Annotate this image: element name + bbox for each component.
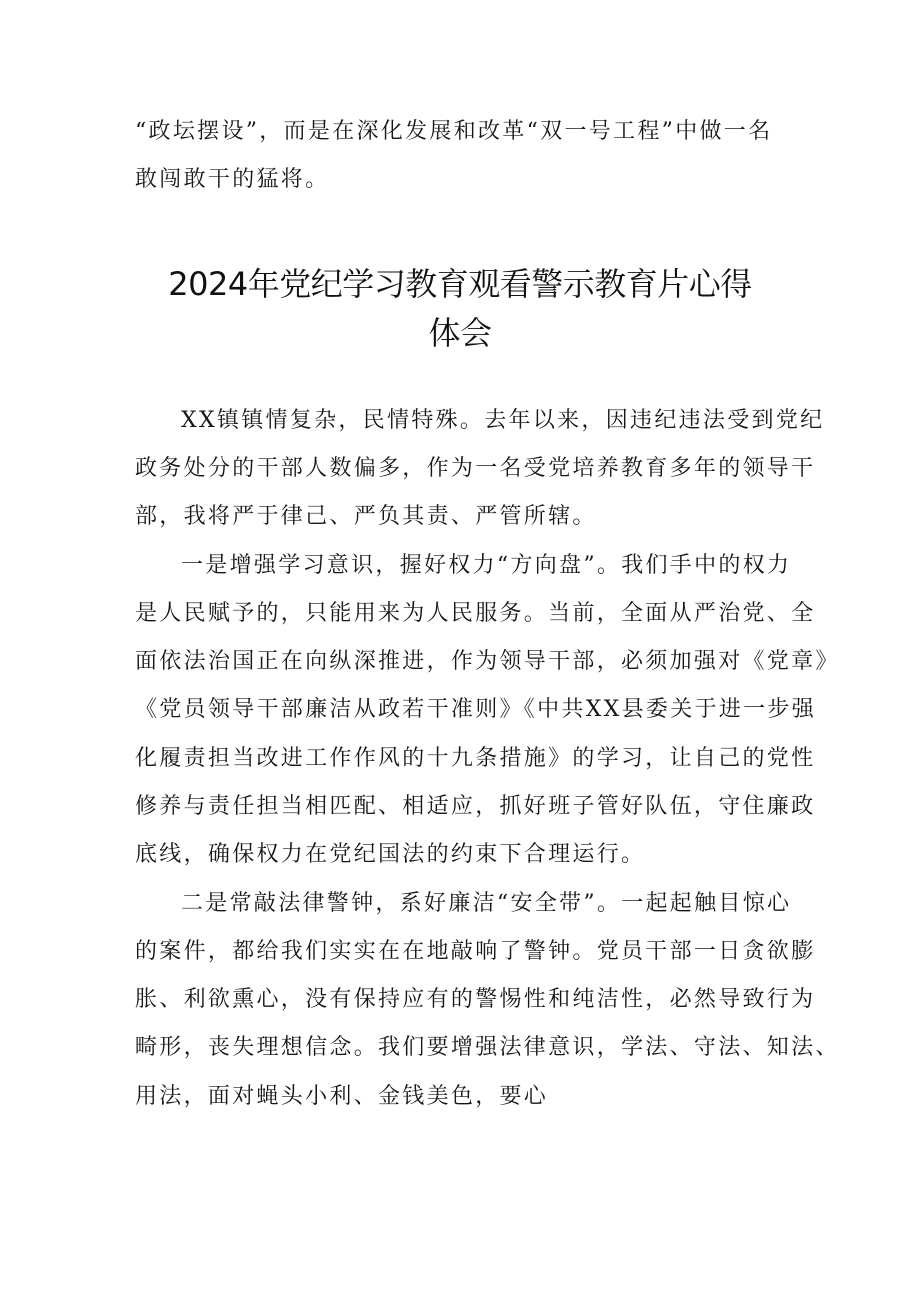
paragraph-line: 底线，确保权力在党纪国法的约束下合理运行。 bbox=[135, 842, 646, 867]
paragraph-line: 政务处分的干部人数偏多，作为一名受党培养教育多年的领导干 bbox=[135, 456, 816, 481]
document-title: 体会 bbox=[428, 314, 492, 352]
paragraph-line: 化履责担当改进工作作风的十九条措施》的学习，让自己的党性 bbox=[135, 746, 816, 771]
continuation-line: 敢闯敢干的猛将。 bbox=[135, 167, 330, 192]
paragraph-line: 畸形，丧失理想信念。我们要增强法律意识，学法、守法、知法、 bbox=[135, 1035, 840, 1060]
paragraph-line: 二是常敲法律警钟，系好廉洁“安全带”。一起起触目惊心 bbox=[181, 891, 792, 916]
paragraph-line: 胀、利欲熏心，没有保持应有的警惕性和纯洁性，必然导致行为 bbox=[135, 987, 816, 1012]
paragraph-line: 是人民赋予的，只能用来为人民服务。当前，全面从严治党、全 bbox=[135, 601, 816, 626]
paragraph-line: 的案件，都给我们实实在在地敲响了警钟。党员干部一日贪欲膨 bbox=[135, 939, 816, 964]
paragraph-line: 一是增强学习意识，握好权力“方向盘”。我们手中的权力 bbox=[181, 553, 792, 578]
paragraph-line: 用法，面对蝇头小利、金钱美色，要心 bbox=[135, 1084, 549, 1109]
paragraph-line: 《党员领导干部廉洁从政若干准则》《中共XX县委关于进一步强 bbox=[135, 697, 817, 722]
paragraph-line: XX镇镇情复杂，民情特殊。去年以来，因违纪违法受到党纪 bbox=[181, 408, 825, 433]
paragraph-line: 面依法治国正在向纵深推进，作为领导干部，必须加强对《党章》 bbox=[135, 649, 840, 674]
paragraph-line: 部，我将严于律己、严负其责、严管所辖。 bbox=[135, 504, 597, 529]
document-title: 2024年党纪学习教育观看警示教育片心得 bbox=[168, 265, 752, 303]
paragraph-line: 修养与责任担当相匹配、相适应，抓好班子管好队伍，守住廉政 bbox=[135, 794, 816, 819]
continuation-line: “政坛摆设”，而是在深化发展和改革“双一号工程”中做一名 bbox=[135, 119, 773, 144]
